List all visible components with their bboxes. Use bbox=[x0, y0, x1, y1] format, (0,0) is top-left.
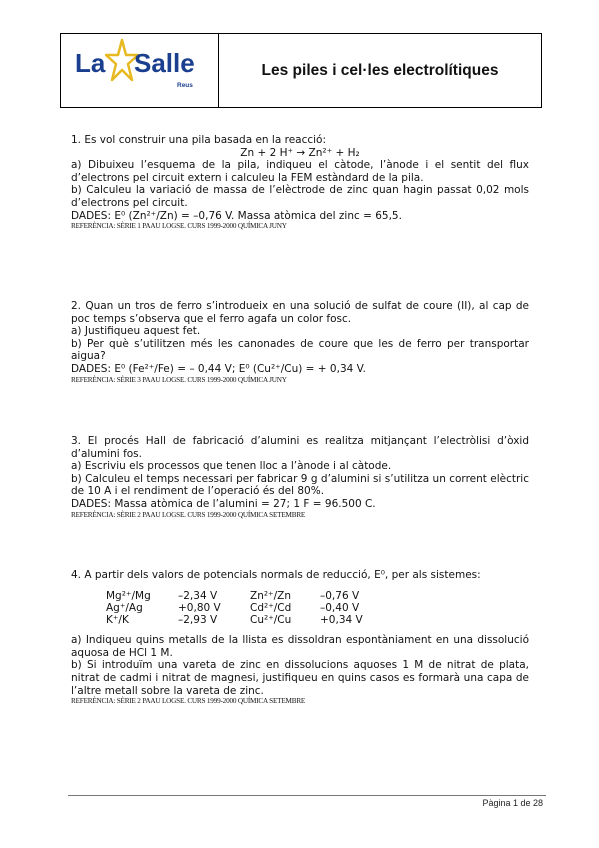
question-3 bbox=[71, 435, 529, 520]
table-cell: Cd²⁺/Cd bbox=[250, 601, 292, 614]
question-1-reference: REFERÈNCIA: SÈRIE 1 PAAU LOGSE. CURS 1999-2000 QUÍMICA JUNY bbox=[71, 222, 287, 231]
question-3-part-a: a) Escriviu els processos que tenen lloc a l’ànode i al càtode. bbox=[71, 460, 392, 473]
question-1-part-a: a) Dibuixeu l’esquema de la pila, indiqueu el càtode, l’ànode i el sentit del flux d’electrons pel circuit extern i calculeu la FEM estàndard de la pila. bbox=[71, 159, 529, 184]
table-cell: Zn²⁺/Zn bbox=[250, 589, 291, 602]
table-row bbox=[106, 590, 363, 602]
question-1 bbox=[71, 134, 529, 231]
question-4-part-a: a) Indiqueu quins metalls de la llista es dissoldran espontàniament en una dissolució aquosa de HCl 1 M. bbox=[71, 634, 529, 659]
potentials-table bbox=[106, 590, 363, 627]
table-cell: –2,93 V bbox=[178, 614, 218, 626]
la-salle-logo bbox=[75, 38, 205, 98]
table-cell: Mg²⁺/Mg bbox=[106, 589, 151, 602]
question-4-intro: 4. A partir dels valors de potencials normals de reducció, E⁰, per als sistemes: bbox=[71, 569, 481, 581]
table-row bbox=[106, 602, 363, 614]
question-4-part-b: b) Si introduïm una vareta de zinc en dissolucions aquoses 1 M de nitrat de plata, nitrat de cadmi i nitrat de magnesi, justifiqueu en quins casos es formarà una capa de l’altre metall sobre la vareta de zinc. bbox=[71, 659, 529, 697]
table-cell: Ag⁺/Ag bbox=[106, 601, 143, 614]
question-2-data: DADES: E⁰ (Fe²⁺/Fe) = – 0,44 V; E⁰ (Cu²⁺/Cu) = + 0,34 V. bbox=[71, 362, 366, 375]
table-cell: Cu²⁺/Cu bbox=[250, 614, 292, 626]
table-cell: –0,76 V bbox=[320, 589, 360, 602]
question-4 bbox=[71, 569, 529, 706]
question-1-intro: 1. Es vol construir una pila basada en la reacció: bbox=[71, 134, 327, 146]
question-2-part-a: a) Justifiqueu aquest fet. bbox=[71, 325, 201, 338]
logo-salle-text: Salle bbox=[134, 48, 195, 78]
question-1-part-b: b) Calculeu la variació de massa de l’elèctrode de zinc quan hagin passat 0,02 mols d’electrons pel circuit. bbox=[71, 184, 529, 209]
page-title: Les piles i cel·les electrolítiques bbox=[261, 61, 499, 79]
table-cell: +0,34 V bbox=[320, 614, 363, 626]
question-3-data: DADES: Massa atòmica de l’alumini = 27; 1 F = 96.500 C. bbox=[71, 497, 376, 510]
table-cell: –2,34 V bbox=[178, 589, 218, 602]
table-cell: +0,80 V bbox=[178, 601, 221, 614]
table-cell: –0,40 V bbox=[320, 601, 360, 614]
logo-la-text: La bbox=[75, 48, 106, 78]
question-1-equation: Zn + 2 H⁺ → Zn²⁺ + H₂ bbox=[240, 146, 360, 159]
logo-city-text: Reus bbox=[177, 82, 193, 89]
footer-divider bbox=[68, 795, 546, 796]
question-3-reference: REFERÈNCIA: SÈRIE 2 PAAU LOGSE. CURS 1999-2000 QUÍMICA SETEMBRE bbox=[71, 510, 306, 519]
question-4-reference: REFERÈNCIA: SÈRIE 2 PAAU LOGSE. CURS 1999-2000 QUÍMICA SETEMBRE bbox=[71, 697, 306, 706]
question-2-intro: 2. Quan un tros de ferro s’introdueix en una solució de sulfat de coure (II), al cap de poc temps s’observa que el ferro agafa un color fosc. bbox=[71, 300, 529, 325]
table-row bbox=[106, 614, 363, 626]
logo-cell bbox=[61, 34, 219, 107]
question-2 bbox=[71, 300, 529, 385]
question-1-data: DADES: E⁰ (Zn²⁺/Zn) = –0,76 V. Massa atòmica del zinc = 65,5. bbox=[71, 209, 402, 222]
document-header bbox=[60, 33, 542, 108]
question-3-part-b: b) Calculeu el temps necessari per fabricar 9 g d’alumini si s’utilitza un corrent elèctric de 10 A i el rendiment de l’operació és del 80%. bbox=[71, 472, 529, 498]
question-2-reference: REFERÈNCIA: SÈRIE 3 PAAU LOGSE. CURS 1999-2000 QUÍMICA JUNY bbox=[71, 375, 287, 384]
question-3-intro: 3. El procés Hall de fabricació d’alumini es realitza mitjançant l’electròlisi d’òxid d’alumini fos. bbox=[71, 435, 529, 460]
page-number: Pàgina 1 de 28 bbox=[482, 798, 543, 808]
question-2-part-b: b) Per què s’utilitzen més les canonades de coure que les de ferro per transportar aigua? bbox=[71, 337, 529, 363]
table-cell: K⁺/K bbox=[106, 614, 129, 626]
